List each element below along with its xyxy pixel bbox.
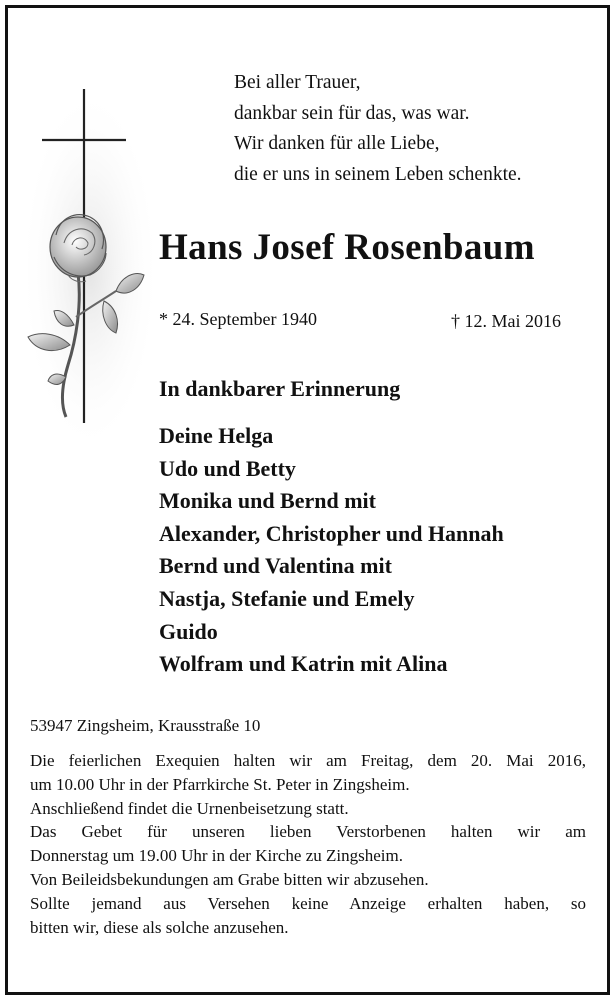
mourner-line: Deine Helga	[159, 423, 274, 448]
mourner-line: Alexander, Christopher und Hannah	[159, 520, 504, 546]
notice-line: Das Gebet für unseren lieben Verstorbenen halten wir am	[30, 822, 586, 842]
mourner-line: Nastja, Stefanie und Emely	[159, 585, 415, 611]
family-address: 53947 Zingsheim, Krausstraße 10	[30, 716, 261, 735]
verse-line: dankbar sein für das, was war.	[234, 102, 470, 124]
mourner-line: Guido	[159, 618, 218, 644]
verse-line: Bei aller Trauer,	[234, 72, 361, 93]
birth-date: * 24. September 1940	[159, 309, 317, 329]
mourner-line: Wolfram und Katrin mit Alina	[159, 651, 448, 677]
mourner-line: Monika und Bernd mit	[159, 488, 376, 514]
mourners-list	[159, 420, 504, 681]
verse-line: Wir danken für alle Liebe,	[234, 133, 440, 154]
remembrance-heading: In dankbarer Erinnerung	[159, 376, 401, 401]
notice-line: Sollte jemand aus Versehen keine Anzeige erhalten haben, so	[30, 893, 586, 913]
notice-line: Anschließend findet die Urnenbeisetzung statt.	[30, 798, 349, 818]
notice-line: um 10.00 Uhr in der Pfarrkirche St. Peter in Zingsheim.	[30, 774, 410, 794]
verse-line: die er uns in seinem Leben schenkte.	[234, 163, 522, 185]
notice-line: Donnerstag um 19.00 Uhr in der Kirche zu Zingsheim.	[30, 846, 403, 866]
notice-line: Von Beileidsbekundungen am Grabe bitten wir abzusehen.	[30, 869, 429, 889]
verse	[234, 68, 594, 190]
mourner-line: Bernd und Valentina mit	[159, 553, 392, 579]
death-date: † 12. Mai 2016	[451, 311, 561, 331]
mourner-line: Udo und Betty	[159, 455, 296, 481]
deceased-name: Hans Josef Rosenbaum	[159, 227, 535, 268]
notice-line: bitten wir, diese als solche anzusehen.	[30, 917, 289, 937]
cross-with-rose-icon	[20, 85, 160, 455]
funeral-notice	[30, 749, 586, 939]
notice-line: Die feierlichen Exequien halten wir am Freitag, dem 20. Mai 2016,	[30, 751, 586, 770]
